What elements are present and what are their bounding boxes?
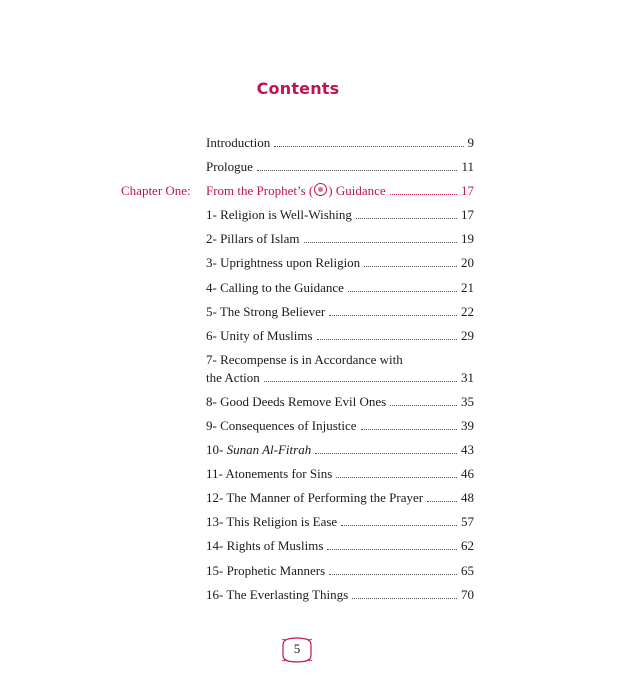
toc-entry-prologue: [0, 155, 640, 179]
toc-page-number: 19: [461, 231, 474, 247]
dot-leader: [364, 265, 457, 267]
toc-entry: [0, 510, 640, 534]
prophet-salutation-emblem-icon: [314, 183, 327, 196]
toc-entry-title: 16- The Everlasting Things: [206, 586, 349, 602]
dot-leader: [390, 404, 457, 406]
toc-page-number: 57: [461, 514, 474, 530]
toc-page-number: 62: [461, 538, 474, 554]
dot-leader: [427, 500, 457, 502]
toc-entry-title: 11- Atonements for Sins: [206, 466, 333, 482]
dot-leader: [264, 380, 457, 382]
toc-entry-title: 4- Calling to the Guidance: [206, 279, 344, 295]
toc-entry: [0, 203, 640, 227]
toc-page-number: 22: [461, 303, 474, 319]
toc-entry-title: [206, 179, 386, 203]
dot-leader: [317, 338, 457, 340]
toc-page-number: 35: [461, 393, 474, 409]
toc-entry-title: 2- Pillars of Islam: [206, 231, 300, 247]
toc-entry-title: 9- Consequences of Injustice: [206, 417, 357, 433]
toc-page-number: 11: [461, 159, 474, 175]
dot-leader: [327, 548, 457, 550]
toc-entry: [0, 324, 640, 348]
toc-entry-number: 10-: [206, 442, 224, 458]
toc-entry-title-continued: the Action: [206, 369, 260, 385]
chapter-title-start: From the Prophet’s (: [206, 183, 314, 199]
toc-entry-title: Prologue: [206, 159, 253, 175]
toc-entry-title: 6- Unity of Muslims: [206, 327, 313, 343]
toc-page-number: 31: [461, 369, 474, 385]
chapter-label: Chapter One:: [121, 183, 191, 199]
page-number-frame: [282, 637, 312, 663]
toc-entry-italic-title: Sunan Al-Fitrah: [226, 442, 312, 458]
toc-entry: [0, 559, 640, 583]
toc-entry-title: 7- Recompense is in Accordance with: [206, 351, 403, 367]
toc-entry-title: 1- Religion is Well-Wishing: [206, 207, 352, 223]
toc-entry-title: Introduction: [206, 135, 271, 150]
toc-page-number: 48: [461, 490, 474, 506]
toc-chapter-heading: [0, 179, 640, 203]
toc-entry-title: [206, 438, 311, 462]
dot-leader: [304, 241, 457, 243]
toc-entry: [0, 300, 640, 324]
dot-leader: [315, 452, 457, 454]
toc-entry-title: 5- The Strong Believer: [206, 303, 326, 319]
dot-leader: [341, 524, 457, 526]
toc-entry: [0, 583, 640, 607]
toc-entry-title: 12- The Manner of Performing the Prayer: [206, 490, 424, 506]
page-title: Contents: [256, 79, 340, 98]
toc-entry: [0, 390, 640, 414]
toc-page-number: 9: [467, 135, 474, 150]
toc-entry: [0, 462, 640, 486]
toc-entry: [0, 486, 640, 510]
dot-leader: [336, 476, 457, 478]
toc-page-number: 65: [461, 562, 474, 578]
toc-entry: [0, 438, 640, 462]
table-of-contents: [0, 131, 640, 607]
dot-leader: [274, 145, 463, 147]
toc-page-number: 17: [461, 183, 474, 199]
toc-entry: [0, 534, 640, 558]
toc-entry: [0, 414, 640, 438]
toc-page-number: 39: [461, 417, 474, 433]
page-number: 5: [293, 641, 301, 656]
toc-entry: [0, 251, 640, 275]
toc-entry-title: 3- Uprightness upon Religion: [206, 255, 361, 271]
dot-leader: [361, 428, 457, 430]
toc-entry-title: 8- Good Deeds Remove Evil Ones: [206, 393, 387, 409]
dot-leader: [390, 193, 457, 195]
toc-entry: [0, 348, 640, 390]
toc-entry: [0, 227, 640, 251]
dot-leader: [329, 314, 457, 316]
dot-leader: [348, 290, 457, 292]
toc-page-number: 21: [461, 279, 474, 295]
toc-page-number: 43: [461, 442, 474, 458]
toc-page-number: 20: [461, 255, 474, 271]
chapter-title-end: ) Guidance: [328, 183, 386, 199]
toc-entry-introduction: [0, 131, 640, 155]
toc-page-number: 70: [461, 586, 474, 602]
toc-entry-title: 15- Prophetic Manners: [206, 562, 326, 578]
dot-leader: [257, 169, 458, 171]
toc-page-number: 46: [461, 466, 474, 482]
dot-leader: [356, 217, 457, 219]
toc-entry: [0, 276, 640, 300]
dot-leader: [329, 573, 457, 575]
toc-entry-title: 14- Rights of Muslims: [206, 538, 324, 554]
toc-page-number: 17: [461, 207, 474, 223]
toc-entry-title: 13- This Religion is Ease: [206, 514, 338, 530]
dot-leader: [352, 597, 457, 599]
toc-page-number: 29: [461, 327, 474, 343]
